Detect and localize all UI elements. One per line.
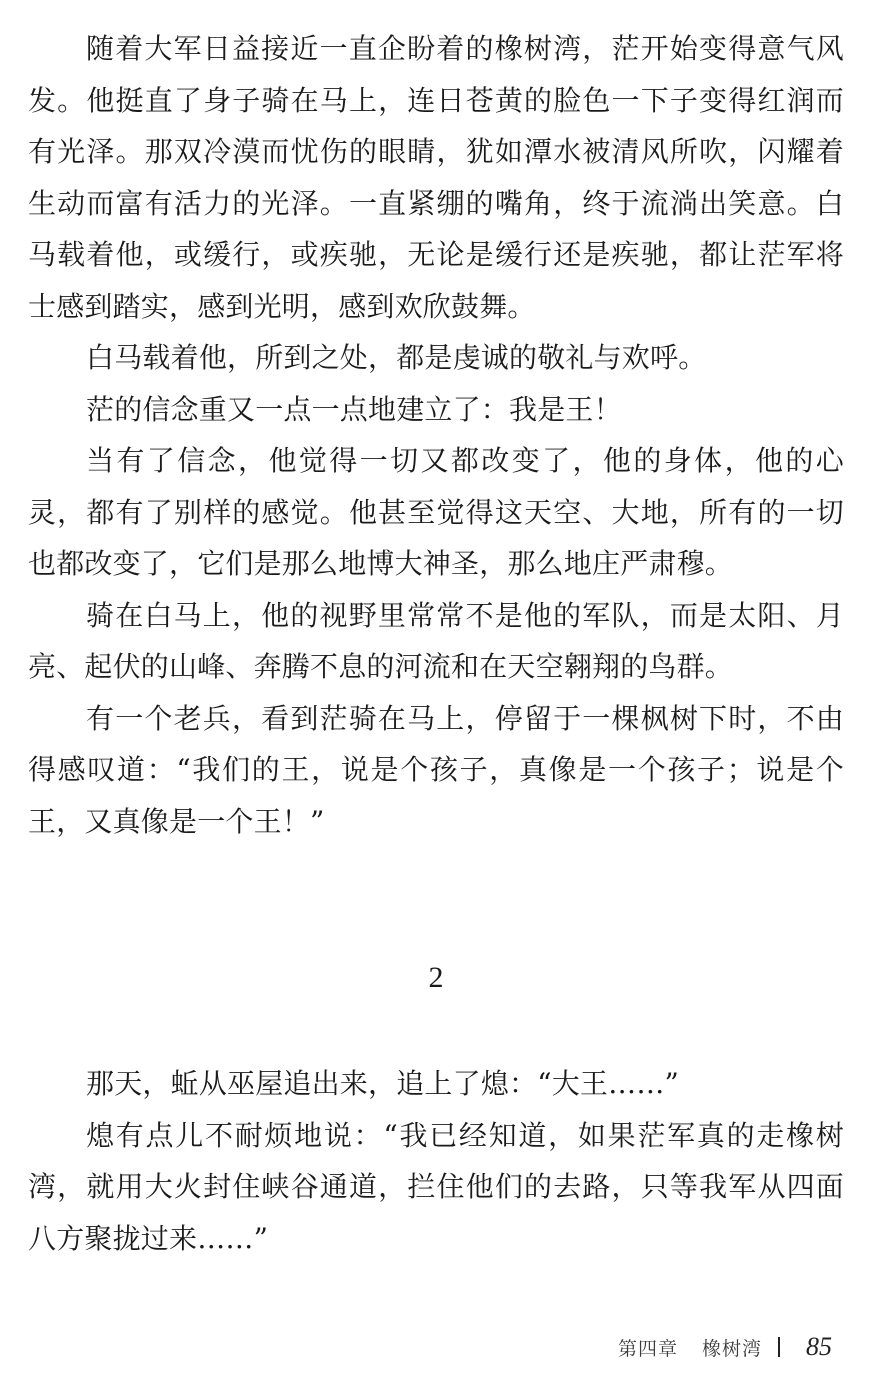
footer-divider: [778, 1337, 780, 1357]
section-number: 2: [428, 961, 444, 994]
paragraph: 茫的信念重又一点一点地建立了：我是王！: [86, 392, 622, 426]
paragraph: 有一个老兵，看到茫骑在马上，停留于一棵枫树下时，不由得感叹道：“我们的王，说是个孩子，真像是一个孩子；说是个王，又真像是一个王！”: [28, 701, 844, 838]
paragraph: 熄有点儿不耐烦地说：“我已经知道，如果茫军真的走橡树湾，就用大火封住峡谷通道，拦住他们的去路，只等我军从四面八方聚拢过来……”: [28, 1118, 844, 1255]
footer-chapter-title: 橡树湾: [701, 1337, 762, 1360]
paragraph: 那天，蚯从巫屋追出来，追上了熄：“大王……”: [86, 1067, 680, 1100]
paragraph: 随着大军日益接近一直企盼着的橡树湾，茫开始变得意气风发。他挺直了身子骑在马上，连日苍黄的脸色一下子变得红润而有光泽。那双冷漠而忧伤的眼睛，犹如潭水被清风所吹，闪耀着生动而富有活力的光泽。一直紧绷的嘴角，终于流淌出笑意。白马载着他，或缓行，或疾驰，无论是缓行还是疾驰，都让茫军将士感到踏实，感到光明，感到欢欣鼓舞。: [28, 32, 844, 323]
section-one-body: [28, 23, 844, 847]
paragraph: 当有了信念，他觉得一切又都改变了，他的身体，他的心灵，都有了别样的感觉。他甚至觉得这天空、大地，所有的一切也都改变了，它们是那么地博大神圣，那么地庄严肃穆。: [28, 444, 844, 580]
page-number: 85: [806, 1332, 832, 1361]
footer-chapter: 第四章: [617, 1337, 678, 1360]
page-footer: [618, 1332, 832, 1362]
paragraph: 白马载着他，所到之处，都是虔诚的敬礼与欢呼。: [86, 341, 707, 374]
section-two-body: [28, 1058, 844, 1264]
paragraph: 骑在白马上，他的视野里常常不是他的军队，而是太阳、月亮、起伏的山峰、奔腾不息的河流和在天空翱翔的鸟群。: [28, 598, 844, 683]
